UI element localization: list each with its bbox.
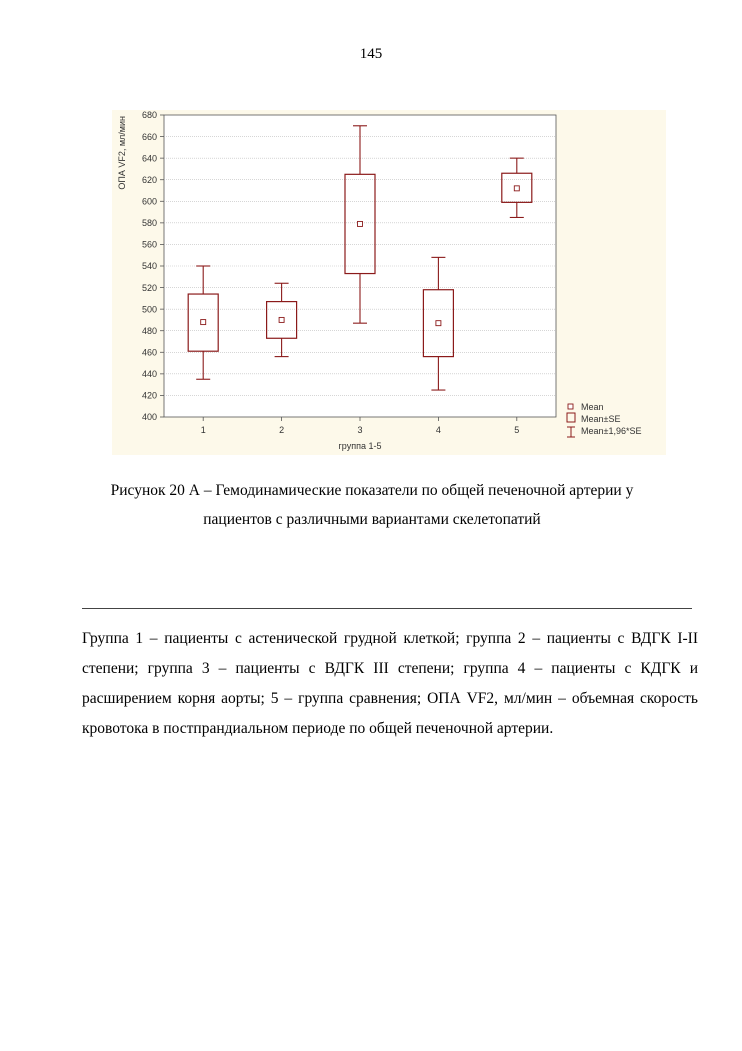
y-tick-label: 440 xyxy=(141,369,157,380)
y-axis-label: ОПА VF2, мл/мин xyxy=(117,116,127,190)
boxplot-chart xyxy=(112,110,666,455)
y-tick-label: 580 xyxy=(141,218,157,229)
figure-caption: Рисунок 20 А – Гемодинамические показатели по общей печеночной артерии у пациентов с различными вариантами скелетопатий xyxy=(110,482,634,528)
legend-label: Mean xyxy=(581,402,604,412)
chart-svg xyxy=(112,110,666,455)
legend-label: Mean±SE xyxy=(581,414,621,424)
mean-marker xyxy=(436,321,441,326)
y-tick-label: 680 xyxy=(141,110,157,121)
x-tick-label: 4 xyxy=(435,425,441,435)
y-tick-label: 540 xyxy=(141,261,157,272)
y-tick-label: 660 xyxy=(141,131,157,142)
y-tick-label: 420 xyxy=(141,390,157,401)
x-tick-label: 5 xyxy=(514,425,520,435)
y-tick-label: 480 xyxy=(141,325,157,336)
y-tick-label: 500 xyxy=(141,304,157,315)
y-tick-label: 600 xyxy=(141,196,157,207)
y-tick-label: 640 xyxy=(141,153,157,164)
x-tick-label: 1 xyxy=(200,425,206,435)
y-tick-label: 400 xyxy=(141,412,157,423)
legend-mean-symbol xyxy=(568,404,573,409)
mean-marker xyxy=(358,221,363,226)
mean-marker xyxy=(279,317,284,322)
x-tick-label: 2 xyxy=(279,425,285,435)
y-tick-labels xyxy=(142,110,157,422)
mean-marker xyxy=(201,320,206,325)
page-number: 145 xyxy=(359,46,383,62)
y-tick-label: 520 xyxy=(141,282,157,293)
y-tick-label: 620 xyxy=(141,174,157,185)
x-tick-label: 3 xyxy=(357,425,363,435)
divider-line xyxy=(82,608,692,609)
x-axis-label: группа 1-5 xyxy=(338,441,382,451)
y-tick-label: 460 xyxy=(141,347,157,358)
mean-marker xyxy=(514,186,519,191)
y-tick-label: 560 xyxy=(141,239,157,250)
legend-label: Mean±1,96*SE xyxy=(581,426,642,436)
figure-notes: Группа 1 – пациенты с астенической грудной клеткой; группа 2 – пациенты с ВДГК I-II степени; группа 3 – пациенты с ВДГК III степени; группа 4 – пациенты с КДГК и расширением корня аорты; 5 – группа сравнения; ОПА VF2, мл/мин – объемная скорость кровотока в постпрандиальном периоде по общей печеночной артерии. xyxy=(82,630,698,737)
